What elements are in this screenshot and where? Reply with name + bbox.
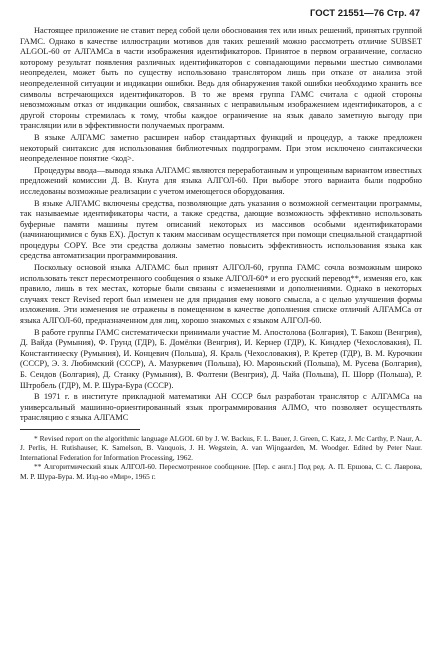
footnote-russian-translation: ** Алгоритмический язык АЛГОЛ-60. Пересмотренное сообщение. [Пер. с англ.] Под ред. А. П. Ершова, С. С. Лаврова, М. Р. Шура-Бура. М. Изд-во «Мир», 1965 г. <box>20 462 422 481</box>
page-header: ГОСТ 21551—76 Стр. 47 <box>309 8 420 19</box>
footnote-separator <box>20 429 140 430</box>
paragraph-translator: В 1971 г. в институте прикладной математики АН СССР был разработан транслятор с АЛГАМСа на универсальный машинно-ориентированный язык программирования АЛМО, что позволяет осуществлять трансляцию с языка АЛГАМС <box>20 392 422 423</box>
paragraph-motivation: Настоящее приложение не ставит перед собой цели обоснования тех или иных решений, принятых группой ГАМС. Однако в качестве иллюстрации мотивов для таких решений можно рассмотреть отличие SUBSET ALGOL-60 от АЛГАМСа в части изображения идентификаторов. Принятое в первом ограничение, согласно которому результат появления различных идентификаторов с совпадающими первыми шестью символами неопределен, может быть по существу использовано транслятором лишь при отказе от анализа этой неопределенной ситуации и индикации ошибки. Ведь для обнаружения такой ошибки необходимо хранить все символы встречающихся идентификаторов. В то же время группа ГАМС считала с одной стороны невозможным отказ от индикации ошибок, связанных с неправильным изображением идентификаторов, а с другой стороны стремилась к тому, чтобы каждое ограничение на язык давало заметную выгоду при трансляции или в эффективности получаемых программ. <box>20 26 422 131</box>
paragraph-io: Процедуры ввода—вывода языка АЛГАМС являются переработанным и упрощенным вариантом известных предложений комиссии Д. В. Кнута для языка АЛГОЛ-60. При выборе этого варианта были подробно исследованы возможные реализации с учетом имеющегося оборудования. <box>20 165 422 196</box>
paragraph-functions: В языке АЛГАМС заметно расширен набор стандартных функций и процедур, а также предложен некоторый синтаксис для использования библиотечных подпрограмм. При этом исключено синтаксически неопределенное понятие <код>. <box>20 132 422 164</box>
paragraph-participants: В работе группы ГАМС систематически принимали участие М. Апостолова (Болгария), Т. Бакош (Венгрия), Д. Вайда (Румыния), Ф. Грунд (ГДР), Б. Домёлки (Венгрия), И. Кернер (ГДР), К. Киндлер (Чехословакия), П. Константинеску (Румыния), И. Концевич (Польша), Я. Краль (Чехословакия), Р. Кретер (ГДР), В. М. Курочкин (СССР), Э. З. Любимский (СССР), А. Мазуркевич (Польша), Ю. Мароньский (Польша), М. Русева (Болгария), Б. Сендов (Болгария), Д. Станку (Румыния), В. Фолтени (Венгрия), Д. Чайа (Польша), П. Шорр (Польша), Р. Штробель (ГДР), М. Р. Шура-Бура (СССР). <box>20 327 422 390</box>
paragraph-segmentation: В языке АЛГАМС включены средства, позволяющие дать указания о возможной сегментации программы, так называемые идентификаторы части, а также средства, дающие возможность эффективно использовать буферные памяти машины путем описаний некоторых из массивов особыми идентификаторами (начинающимися с букв EX). Доступ к таким массивам осуществляется при помощи специальной стандартной процедуры COPY. Все эти средства должны заметно повысить эффективность использования языка как средства автоматизации программирования. <box>20 198 422 261</box>
paragraph-algol-basis: Поскольку основой языка АЛГАМС был принят АЛГОЛ-60, группа ГАМС сочла возможным широко использовать текст пересмотренного сообщения о языке АЛГОЛ-60* и его русский перевод**, изменяя его, как правило, лишь в тех местах, которые были связаны с изменениями и дополнениями. Однако в некоторых случаях текст Revised report был изменен не для придания ему нового смысла, а с целью улучшения формы изложения. Эти изменения не отражены в помещенном в качестве дополнения списке отличий АЛГАМСа от языка АЛГОЛ-60, предназначенном для лиц, хорошо знакомых с языком АЛГОЛ-60. <box>20 263 422 326</box>
document-page <box>20 8 422 648</box>
footnote-revised-report: * Revised report on the algorithmic language ALGOL 60 by J. W. Backus, F. L. Bauer, J. Green, C. Katz, J. Mc Carthy, P. Naur, A. J. Perlis, H. Rutishauser, K. Samelson, B. Vauquois, J. H. Wegstein, A. van Wijngaarden, M. Woodger. Edited by Peter Naur. International Federation for Information Processing, 1962. <box>20 433 422 462</box>
